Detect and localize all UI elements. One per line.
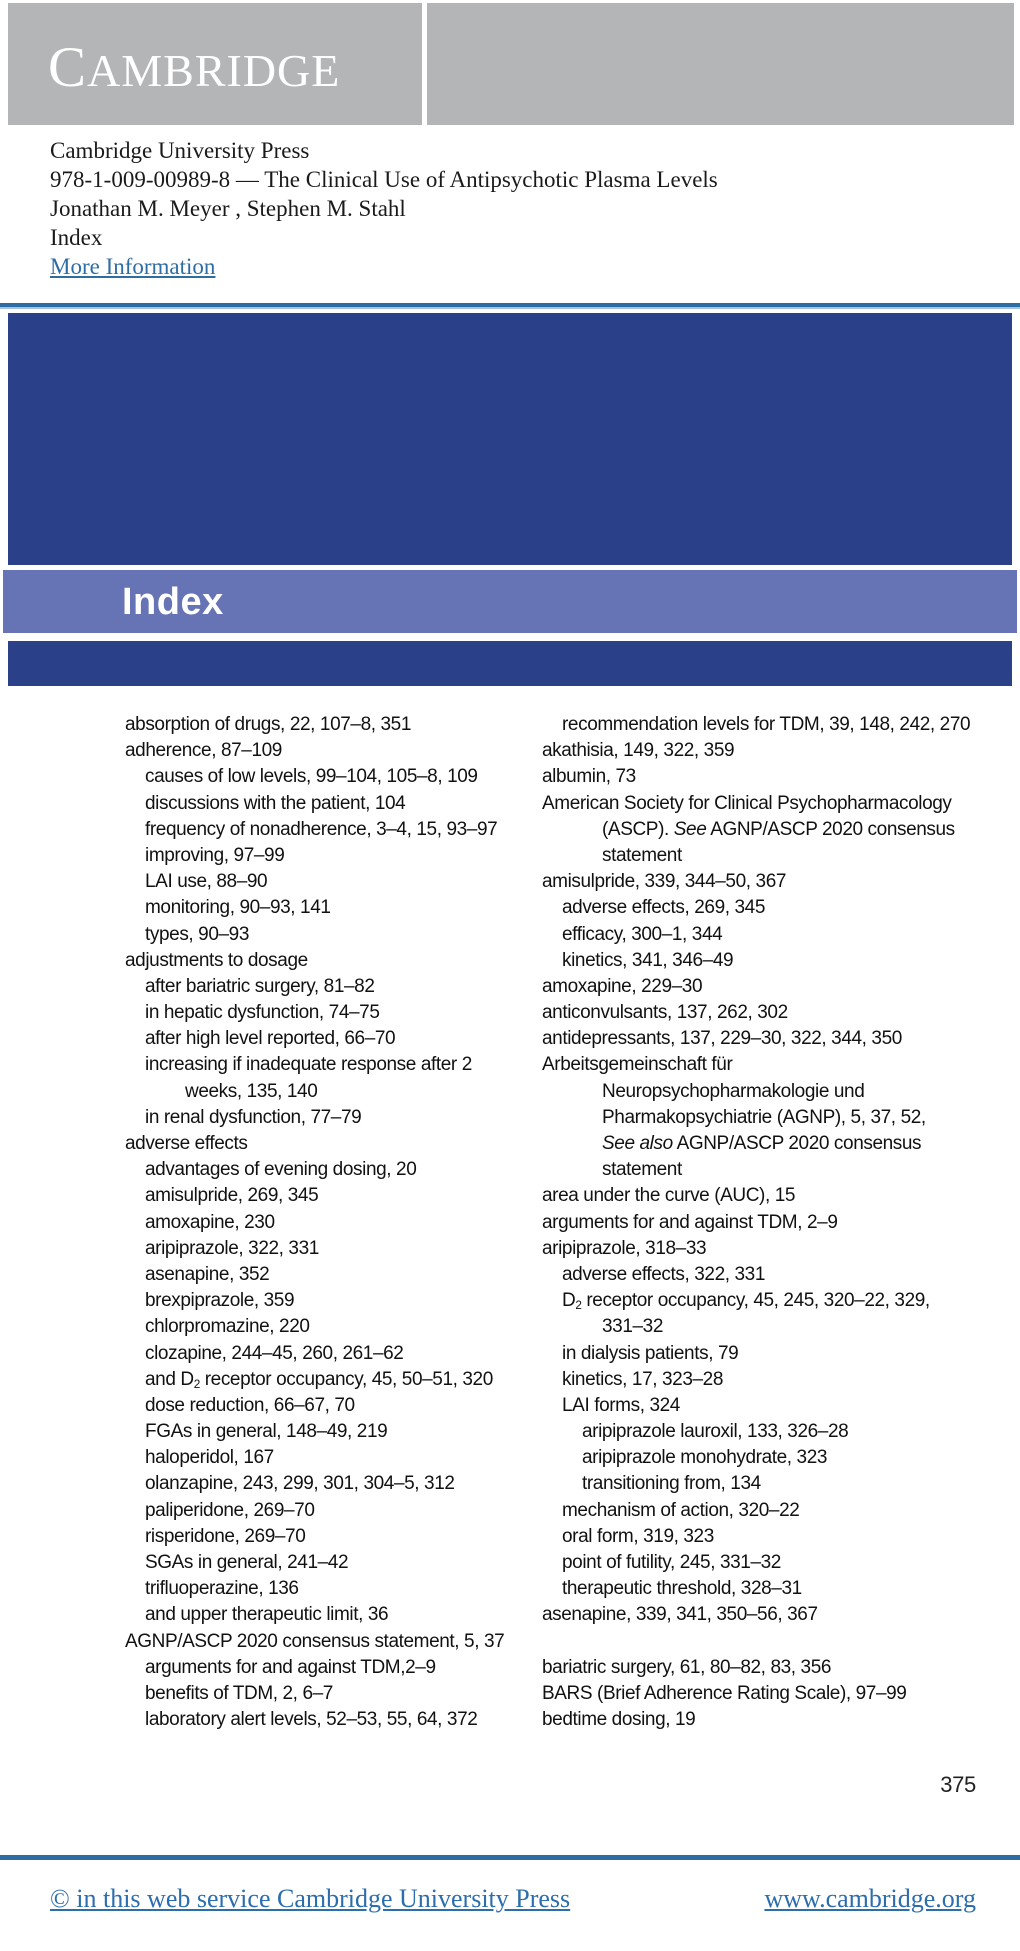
more-information-link[interactable]: More Information — [50, 254, 216, 279]
index-blank-line — [542, 1629, 1002, 1655]
index-entry: arguments for and against TDM, 2–9 — [542, 1211, 838, 1233]
index-entry: absorption of drugs, 22, 107–8, 351 — [125, 714, 412, 735]
index-title-band — [3, 570, 1017, 633]
index-entry: amisulpride, 339, 344–50, 367 — [542, 871, 787, 893]
index-entry: in dialysis patients, 79 — [562, 1342, 739, 1364]
index-entry: amoxapine, 229–30 — [542, 975, 703, 997]
index-entry: LAI forms, 324 — [562, 1394, 680, 1416]
index-column-left — [125, 712, 530, 1733]
index-entry: antidepressants, 137, 229–30, 322, 344, 350 — [542, 1028, 902, 1050]
index-entry: asenapine, 352 — [145, 1263, 270, 1285]
index-entry: aripiprazole, 318–33 — [542, 1237, 707, 1259]
index-entry: benefits of TDM, 2, 6–7 — [145, 1682, 333, 1704]
index-entry: point of futility, 245, 331–32 — [562, 1552, 781, 1573]
index-entry: recommendation levels for TDM, 39, 148, 242, 270 — [562, 714, 971, 735]
authors: Jonathan M. Meyer , Stephen M. Stahl — [50, 196, 406, 221]
index-entry: BARS (Brief Adherence Rating Scale), 97–99 — [542, 1682, 907, 1704]
lower-blue-band — [8, 641, 1012, 686]
index-entry: causes of low levels, 99–104, 105–8, 109 — [145, 766, 478, 788]
index-entry: American Society for Clinical Psychopharmacology — [542, 792, 952, 814]
index-entry: bariatric surgery, 61, 80–82, 83, 356 — [542, 1656, 832, 1678]
index-entry: amoxapine, 230 — [145, 1211, 275, 1233]
index-entry: types, 90–93 — [145, 923, 250, 945]
index-entry: therapeutic threshold, 328–31 — [562, 1578, 802, 1600]
index-entry: arguments for and against TDM,2–9 — [145, 1656, 436, 1678]
index-entry: weeks, 135, 140 — [185, 1080, 318, 1102]
website-link[interactable]: www.cambridge.org — [764, 1884, 976, 1913]
isbn-title: 978-1-009-00989-8 — The Clinical Use of Antipsychotic Plasma Levels — [50, 167, 718, 192]
page-title: Index — [122, 581, 224, 623]
index-entry: efficacy, 300–1, 344 — [562, 923, 723, 945]
index-entry: clozapine, 244–45, 260, 261–62 — [145, 1342, 404, 1364]
index-entry: discussions with the patient, 104 — [145, 792, 406, 814]
index-entry: trifluoperazine, 136 — [145, 1578, 299, 1600]
footer-rule — [0, 1855, 1020, 1860]
index-entry: monitoring, 90–93, 141 — [145, 897, 331, 919]
index-entry: Neuropsychopharmakologie und — [602, 1080, 865, 1102]
index-entry: Arbeitsgemeinschaft für — [542, 1054, 733, 1076]
index-entry: oral form, 319, 323 — [562, 1525, 714, 1547]
index-entry: SGAs in general, 241–42 — [145, 1552, 349, 1573]
index-entry: adverse effects, 269, 345 — [562, 897, 766, 919]
index-entry: (ASCP). See AGNP/ASCP 2020 consensus — [602, 818, 955, 840]
logo-divider — [422, 3, 427, 125]
header-gray-band — [8, 3, 1014, 125]
index-entry: LAI use, 88–90 — [145, 871, 268, 893]
index-entry: aripiprazole monohydrate, 323 — [582, 1447, 828, 1469]
index-entry: transitioning from, 134 — [582, 1473, 761, 1495]
index-entry: aripiprazole, 322, 331 — [145, 1237, 319, 1259]
index-entry: AGNP/ASCP 2020 consensus statement, 5, 37 — [125, 1630, 505, 1652]
header-rule — [0, 303, 1020, 309]
index-entry: amisulpride, 269, 345 — [145, 1185, 319, 1207]
index-entry: asenapine, 339, 341, 350–56, 367 — [542, 1604, 818, 1626]
index-entry: laboratory alert levels, 52–53, 55, 64, 372 — [145, 1709, 478, 1731]
index-entry: kinetics, 341, 346–49 — [562, 949, 734, 971]
index-entry: paliperidone, 269–70 — [145, 1499, 315, 1521]
index-entry: adverse effects, 322, 331 — [562, 1263, 766, 1285]
publisher-name: Cambridge University Press — [50, 138, 310, 163]
index-entry: statement — [602, 1159, 682, 1181]
index-entry: chlorpromazine, 220 — [145, 1316, 310, 1338]
index-entry: akathisia, 149, 322, 359 — [542, 740, 735, 762]
index-entry: after bariatric surgery, 81–82 — [145, 975, 375, 997]
index-entry: in hepatic dysfunction, 74–75 — [145, 1002, 380, 1024]
index-entry: FGAs in general, 148–49, 219 — [145, 1421, 388, 1443]
index-entry: brexpiprazole, 359 — [145, 1290, 295, 1312]
index-entry: and upper therapeutic limit, 36 — [145, 1604, 389, 1626]
section-label: Index — [50, 225, 103, 250]
index-entry: anticonvulsants, 137, 262, 302 — [542, 1002, 788, 1024]
cover-block — [8, 313, 1012, 565]
index-entry: area under the curve (AUC), 15 — [542, 1185, 796, 1207]
index-entry: 331–32 — [602, 1316, 664, 1338]
index-column-right — [542, 712, 1002, 1733]
index-entry: and $D_2$ receptor occupancy, 45, 50–51, 320 — [145, 1368, 493, 1391]
footer — [50, 1884, 976, 1914]
index-entry: increasing if inadequate response after 2 — [145, 1054, 472, 1076]
index-entry: olanzapine, 243, 299, 301, 304–5, 312 — [145, 1473, 455, 1495]
index-entry: aripiprazole lauroxil, 133, 326–28 — [582, 1421, 849, 1443]
page-number: 375 — [940, 1772, 976, 1797]
index-entry: haloperidol, 167 — [145, 1447, 274, 1469]
index-entry: See also AGNP/ASCP 2020 consensus — [602, 1133, 922, 1154]
index-entry: in renal dysfunction, 77–79 — [145, 1106, 362, 1128]
index-entry: after high level reported, 66–70 — [145, 1028, 396, 1050]
index-entry: statement — [602, 844, 682, 866]
index-entry: dose reduction, 66–67, 70 — [145, 1394, 355, 1416]
index-entry: risperidone, 269–70 — [145, 1525, 306, 1547]
index-entry: frequency of nonadherence, 3–4, 15, 93–97 — [145, 818, 498, 840]
index-entry: kinetics, 17, 323–28 — [562, 1368, 724, 1390]
index-entry: $D_2$ receptor occupancy, 45, 245, 320–22, 329, — [562, 1290, 930, 1313]
index-entry: mechanism of action, 320–22 — [562, 1499, 800, 1521]
index-entry: advantages of evening dosing, 20 — [145, 1159, 417, 1181]
index-entry: bedtime dosing, 19 — [542, 1709, 696, 1731]
index-entry: albumin, 73 — [542, 766, 636, 788]
header-text-block — [50, 136, 718, 281]
index-entry: adverse effects — [125, 1133, 248, 1154]
index-entry: Pharmakopsychiatrie (AGNP), 5, 37, 52, — [602, 1106, 926, 1128]
index-entry: improving, 97–99 — [145, 844, 285, 866]
index-entry: adherence, 87–109 — [125, 740, 282, 762]
index-entry: adjustments to dosage — [125, 949, 308, 971]
copyright-link[interactable]: © in this web service Cambridge University Press — [50, 1884, 571, 1913]
cambridge-logo: CAMBRIDGE — [48, 36, 341, 99]
